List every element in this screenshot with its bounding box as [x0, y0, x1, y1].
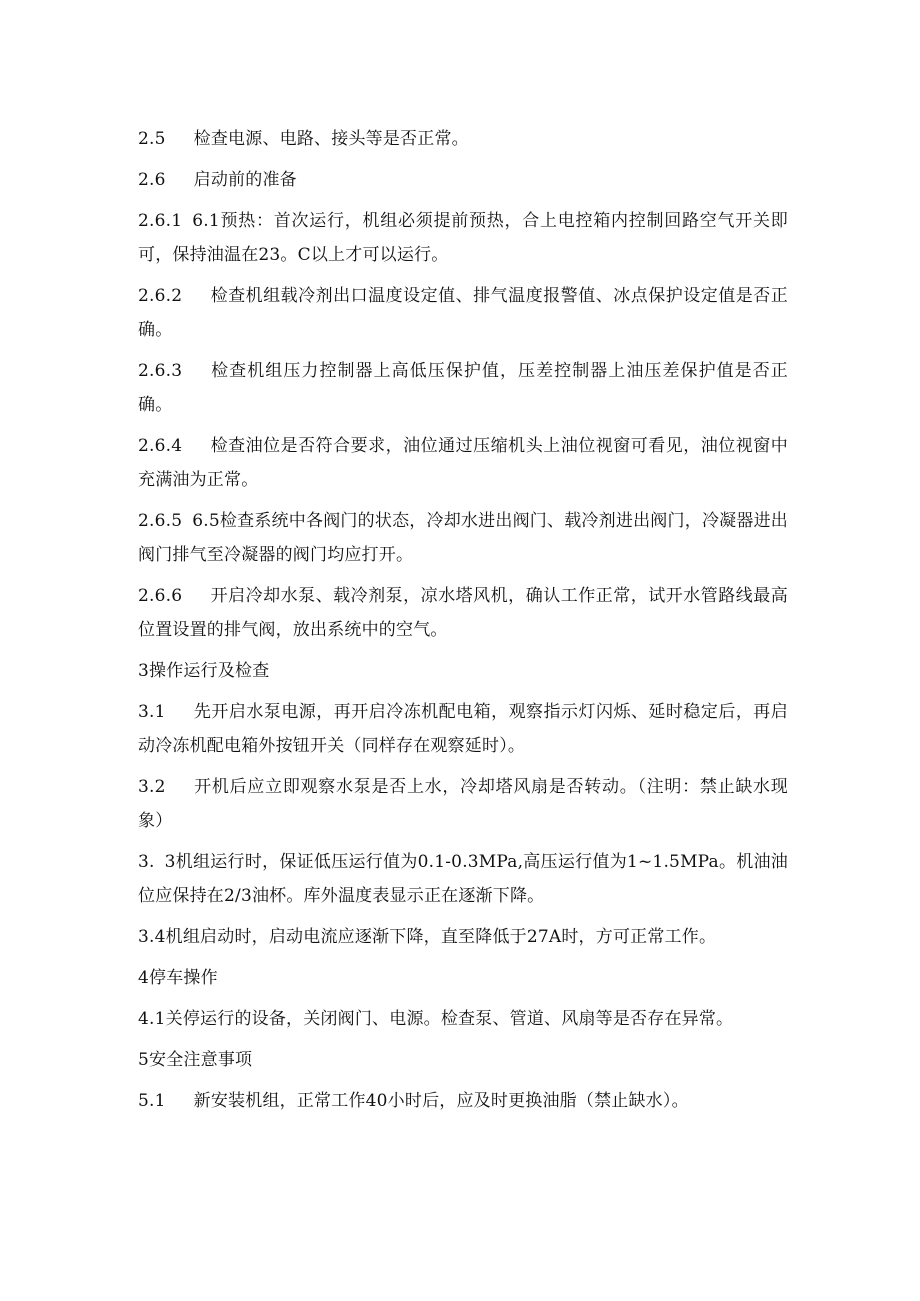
paragraph-2-6-6 — [138, 579, 788, 647]
section-heading-5 — [138, 1043, 788, 1077]
section-heading-text: 操作运行及检查 — [149, 661, 270, 681]
paragraph-text: 新安装机组，正常工作40小时后，应及时更换油脂（禁止缺水）。 — [193, 1091, 689, 1111]
paragraph-text: 检查机组压力控制器上高低压保护值，压差控制器上油压差保护值是否正确。 — [138, 361, 788, 415]
paragraph-3-4 — [138, 920, 788, 954]
paragraph-text: 检查机组载冷剂出口温度设定值、排气温度报警值、冰点保护设定值是否正确。 — [138, 286, 788, 340]
section-number: 4.1 — [138, 1009, 166, 1029]
section-number: 2.5 — [138, 129, 166, 149]
paragraph-2-6-1 — [138, 204, 788, 272]
paragraph-2-5 — [138, 122, 788, 156]
paragraph-text: 检查电源、电路、接头等是否正常。 — [193, 129, 469, 149]
paragraph-text: 启动前的准备 — [193, 170, 297, 190]
section-number: 3.4 — [138, 927, 166, 947]
paragraph-text: 关停运行的设备，关闭阀门、电源。检查泵、管道、风扇等是否存在异常。 — [165, 1009, 734, 1029]
paragraph-4-1 — [138, 1002, 788, 1036]
section-number: 2.6.3 — [138, 361, 183, 381]
section-number: 2.6.6 — [138, 586, 183, 606]
paragraph-text: 检查油位是否符合要求，油位通过压缩机头上油位视窗可看见，油位视窗中充满油为正常。 — [138, 436, 788, 490]
section-number: 3.1 — [138, 702, 166, 722]
section-number: 3.2 — [138, 777, 166, 797]
paragraph-text: 3机组运行时，保证低压运行值为0.1-0.3MPa,高压运行值为1~1.5MPa。机油油位应保持在2/3油杯。库外温度表显示正在逐渐下降。 — [138, 852, 788, 906]
paragraph-text: 开启冷却水泵、载冷剂泵，凉水塔风机，确认工作正常，试开水管路线最高位置设置的排气阀，放出系统中的空气。 — [138, 586, 788, 640]
paragraph-text: 6.5检查系统中各阀门的状态，冷却水进出阀门、载冷剂进出阀门，冷凝器进出阀门排气至冷凝器的阀门均应打开。 — [138, 511, 788, 565]
section-number: 3. — [138, 852, 155, 872]
section-heading-text: 停车操作 — [149, 968, 218, 988]
document-body — [138, 122, 788, 1125]
paragraph-2-6-3 — [138, 354, 788, 422]
section-number: 4 — [138, 968, 150, 988]
section-heading-4 — [138, 961, 788, 995]
section-heading-text: 安全注意事项 — [149, 1050, 253, 1070]
paragraph-2-6 — [138, 163, 788, 197]
section-number: 3 — [138, 661, 150, 681]
paragraph-2-6-4 — [138, 429, 788, 497]
paragraph-text: 机组启动时，启动电流应逐渐下降，直至降低于27A时，方可正常工作。 — [165, 927, 717, 947]
paragraph-text: 6.1预热：首次运行，机组必须提前预热，合上电控箱内控制回路空气开关即可，保持油温在23。C以上才可以运行。 — [138, 211, 788, 265]
paragraph-3-1 — [138, 695, 788, 763]
paragraph-text: 先开启水泵电源，再开启冷冻机配电箱，观察指示灯闪烁、延时稳定后，再启动冷冻机配电箱外按钮开关（同样存在观察延时）。 — [138, 702, 788, 756]
paragraph-3-3 — [138, 845, 788, 913]
section-number: 5.1 — [138, 1091, 166, 1111]
section-number: 5 — [138, 1050, 150, 1070]
paragraph-2-6-2 — [138, 279, 788, 347]
paragraph-5-1 — [138, 1084, 788, 1118]
section-heading-3 — [138, 654, 788, 688]
paragraph-text: 开机后应立即观察水泵是否上水，冷却塔风扇是否转动。（注明：禁止缺水现象） — [138, 777, 788, 831]
paragraph-3-2 — [138, 770, 788, 838]
section-number: 2.6.1 — [138, 211, 183, 231]
section-number: 2.6.5 — [138, 511, 183, 531]
section-number: 2.6.2 — [138, 286, 183, 306]
section-number: 2.6.4 — [138, 436, 183, 456]
section-number: 2.6 — [138, 170, 166, 190]
paragraph-2-6-5 — [138, 504, 788, 572]
